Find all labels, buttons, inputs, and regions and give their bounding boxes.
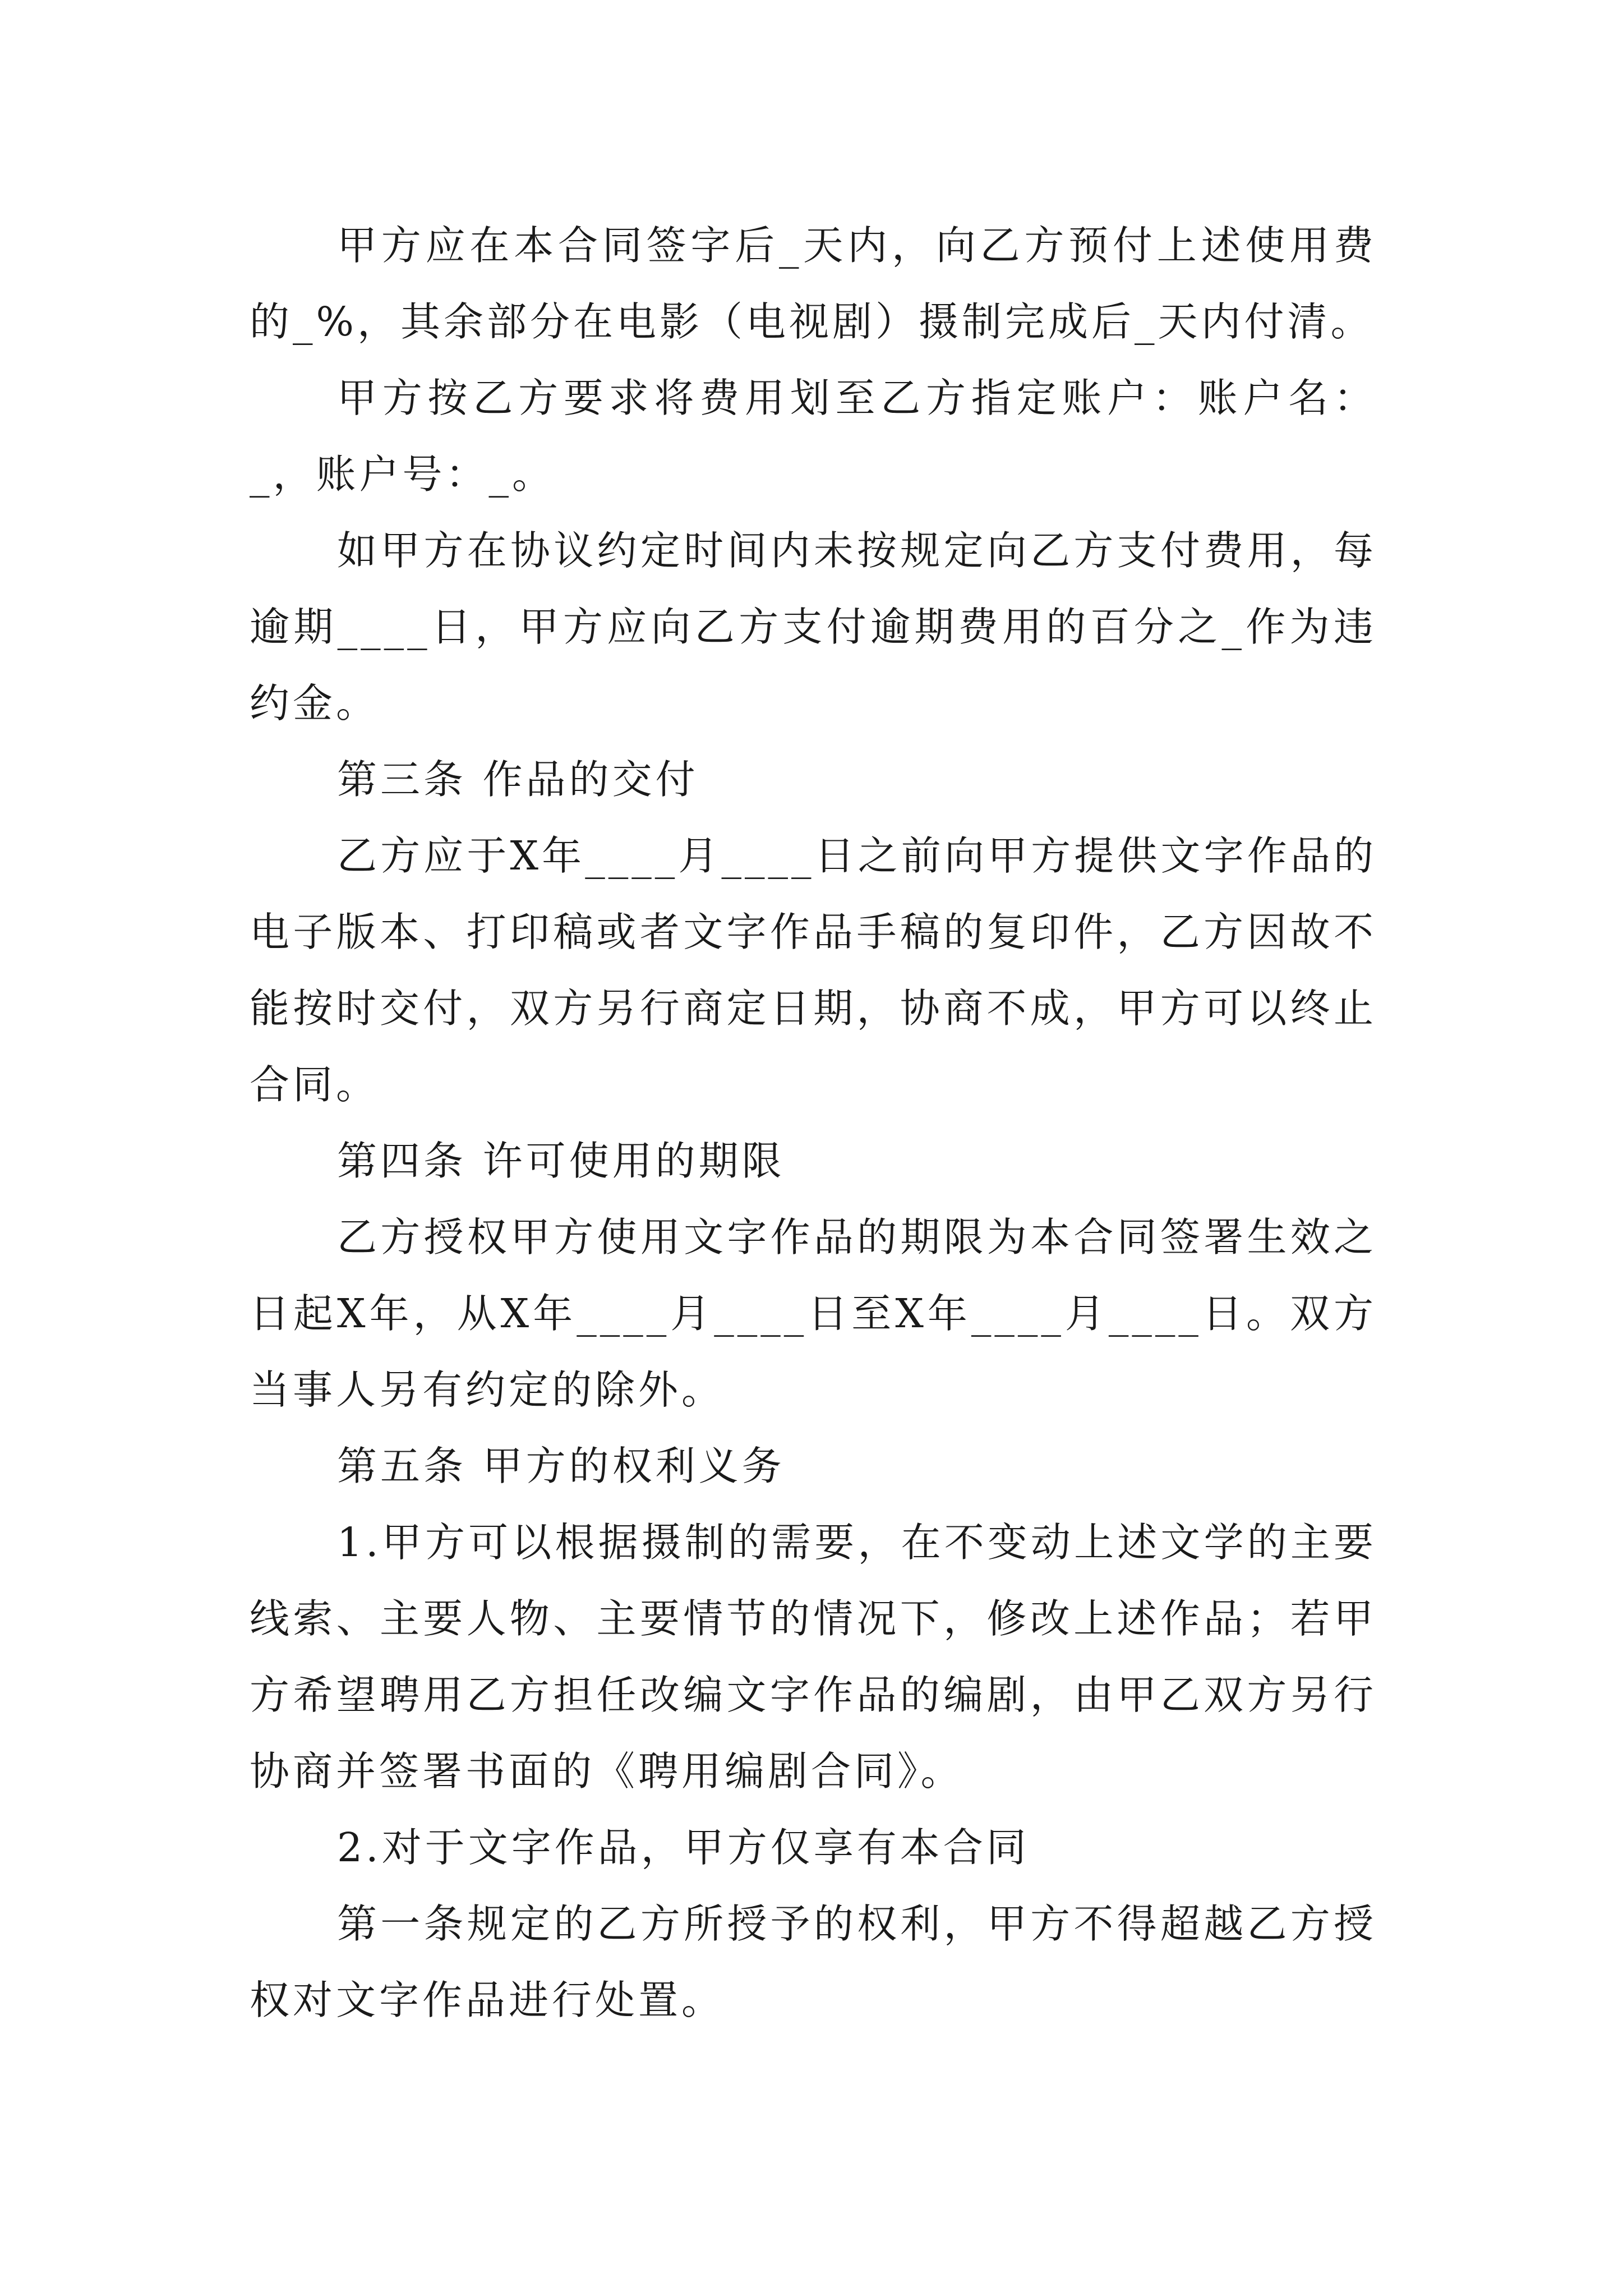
- paragraph-bank-account: 甲方按乙方要求将费用划至乙方指定账户：账户名：_，账户号：_。: [250, 375, 1377, 498]
- paragraph-license-term: 乙方授权甲方使用文字作品的期限为本合同签署生效之日起X年，从X年____月____日至X年____月____日。双方当事人另有约定的除外。: [250, 1214, 1377, 1413]
- paragraph-right-2: 2.对于文字作品，甲方仅享有本合同: [337, 1824, 1030, 1871]
- paragraph-late-penalty: 如甲方在协议约定时间内未按规定向乙方支付费用，每逾期____日，甲方应向乙方支付逾期费用的百分之_作为违约金。: [250, 527, 1377, 726]
- section-heading-article-4: 第四条 许可使用的期限: [337, 1138, 785, 1184]
- paragraph-advance-payment: 甲方应在本合同签字后_天内，向乙方预付上述使用费的_%，其余部分在电影（电视剧）摄制完成后_天内付清。: [250, 222, 1377, 345]
- document-body: [250, 208, 1377, 2039]
- section-heading-article-5: 第五条 甲方的权利义务: [337, 1443, 785, 1489]
- paragraph-delivery: 乙方应于X年____月____日之前向甲方提供文字作品的电子版本、打印稿或者文字作品手稿的复印件，乙方因故不能按时交付，双方另行商定日期，协商不成，甲方可以终止合同。: [250, 832, 1377, 1108]
- paragraph-right-1: 1.甲方可以根据摄制的需要，在不变动上述文学的主要线索、主要人物、主要情节的情况下，修改上述作品；若甲方希望聘用乙方担任改编文字作品的编剧，由甲乙双方另行协商并签署书面的《聘用编剧合同》。: [250, 1519, 1377, 1795]
- paragraph-right-2-continued: 第一条规定的乙方所授予的权利，甲方不得超越乙方授权对文字作品进行处置。: [250, 1901, 1377, 2023]
- section-heading-article-3: 第三条 作品的交付: [337, 756, 699, 803]
